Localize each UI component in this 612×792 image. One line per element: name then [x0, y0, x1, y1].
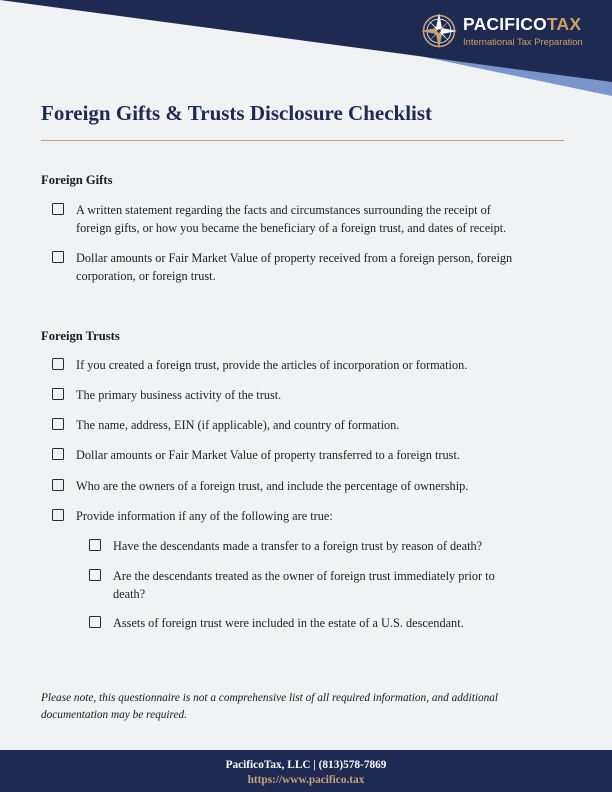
- disclaimer-note: Please note, this questionnaire is not a comprehensive list of all required information, and additional documentation may be required.: [41, 692, 499, 721]
- checkbox[interactable]: [52, 418, 64, 430]
- checkbox[interactable]: [52, 251, 64, 263]
- checkbox[interactable]: [89, 569, 101, 581]
- checkbox[interactable]: [89, 539, 101, 551]
- checkbox[interactable]: [52, 358, 64, 370]
- checklist-item-text: The primary business activity of the trust.: [76, 388, 282, 402]
- checklist-item-text: Dollar amounts or Fair Market Value of property received from a foreign person, foreign corporation, or foreign trust.: [76, 251, 513, 283]
- checklist-item: [52, 356, 572, 374]
- page-title: Foreign Gifts & Trusts Disclosure Checklist: [41, 101, 433, 125]
- checklist-item-text: The name, address, EIN (if applicable), and country of formation.: [76, 418, 400, 432]
- compass-rose-icon: [419, 11, 459, 51]
- brand-logo[interactable]: [419, 11, 583, 51]
- checklist-item: [52, 249, 572, 285]
- title-divider: [41, 140, 564, 141]
- footer: [0, 750, 612, 792]
- checklist-item: [52, 507, 572, 525]
- brand-tagline: International Tax Preparation: [463, 35, 583, 47]
- checkbox[interactable]: [52, 388, 64, 400]
- section-heading-foreign-trusts: Foreign Trusts: [41, 329, 120, 343]
- checklist-item: [52, 446, 572, 464]
- brand-name: PACIFICOTAX: [463, 14, 582, 35]
- checkbox[interactable]: [52, 479, 64, 491]
- checklist-item-text: If you created a foreign trust, provide the articles of incorporation or formation.: [76, 358, 468, 372]
- checklist-item-text: Who are the owners of a foreign trust, and include the percentage of ownership.: [76, 479, 469, 493]
- checklist-item-text: Assets of foreign trust were included in the estate of a U.S. descendant.: [113, 616, 464, 630]
- footer-contact: PacificoTax, LLC | (813)578-7869: [225, 759, 387, 771]
- footer-website-link[interactable]: https://www.pacifico.tax: [247, 774, 365, 786]
- checkbox[interactable]: [89, 616, 101, 628]
- section-heading-foreign-gifts: Foreign Gifts: [41, 173, 113, 187]
- checklist-item-text: Are the descendants treated as the owner of foreign trust immediately prior to death?: [113, 569, 495, 601]
- checklist-subitem: [89, 537, 569, 555]
- checklist-item: [52, 386, 572, 404]
- checklist-item: [52, 416, 572, 434]
- checklist-item: [52, 477, 572, 495]
- checklist-subitem: [89, 614, 569, 632]
- checklist-item-text: Have the descendants made a transfer to a foreign trust by reason of death?: [113, 539, 483, 553]
- checklist-item-text: A written statement regarding the facts and circumstances surrounding the receipt of foreign gifts, or how you became the beneficiary of a foreign trust, and dates of receipt.: [76, 203, 507, 235]
- checkbox[interactable]: [52, 448, 64, 460]
- checkbox[interactable]: [52, 509, 64, 521]
- checklist-item-text: Provide information if any of the following are true:: [76, 509, 333, 523]
- checkbox[interactable]: [52, 203, 64, 215]
- checklist-item-text: Dollar amounts or Fair Market Value of property transferred to a foreign trust.: [76, 448, 460, 462]
- checklist-item: [52, 201, 572, 237]
- checklist-subitem: [89, 567, 569, 603]
